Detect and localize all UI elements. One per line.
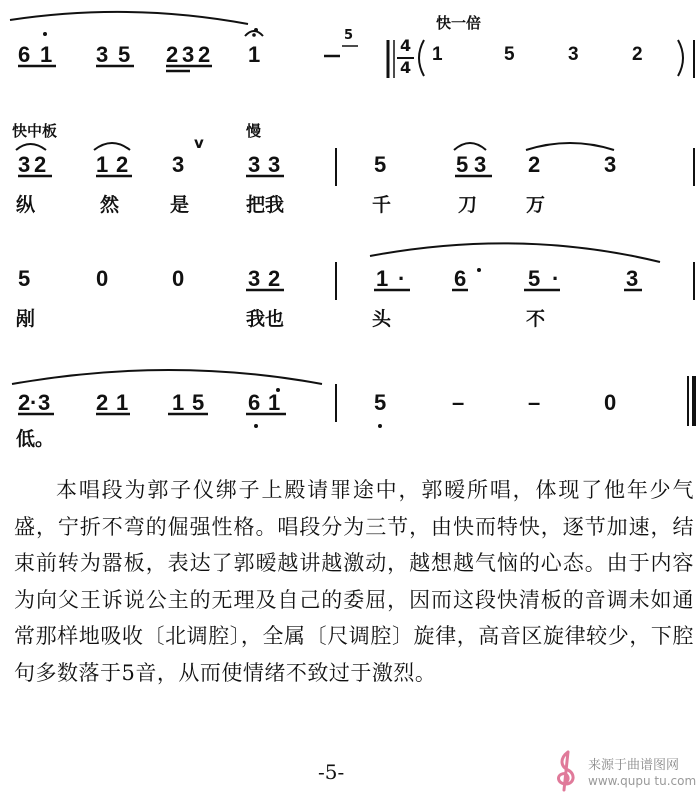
note: 5 bbox=[118, 42, 131, 67]
note: 3 bbox=[474, 152, 487, 177]
note: 5 bbox=[374, 390, 387, 415]
note: 1 bbox=[96, 152, 109, 177]
note: 3 bbox=[96, 42, 109, 67]
note: 2 bbox=[116, 152, 129, 177]
note: 1 bbox=[116, 390, 129, 415]
note: 3 bbox=[604, 152, 617, 177]
note: 3 bbox=[38, 390, 51, 415]
lyric: 把我 bbox=[246, 194, 285, 216]
lyric: 然 bbox=[100, 194, 120, 216]
page-number: -5- bbox=[318, 760, 345, 784]
intro-note: 1 bbox=[432, 44, 443, 65]
lyric: 我也 bbox=[246, 308, 285, 330]
lyric: 万 bbox=[526, 194, 546, 216]
note: 2 bbox=[34, 152, 47, 177]
watermark-site-name: 来源于曲谱图网 bbox=[588, 758, 680, 773]
note: 3 bbox=[248, 152, 261, 177]
note: 3 bbox=[626, 266, 639, 291]
note: 2 bbox=[268, 266, 281, 291]
description-paragraph bbox=[14, 472, 694, 691]
note: 2 bbox=[18, 390, 31, 415]
note: 1 bbox=[248, 42, 261, 67]
lyric: 刀 bbox=[458, 194, 478, 216]
note: 1 bbox=[172, 390, 185, 415]
note: 3 bbox=[268, 152, 281, 177]
note: 6 bbox=[454, 266, 467, 291]
watermark-url: www.qupu tu.com bbox=[588, 774, 697, 788]
note: 3 bbox=[182, 42, 195, 67]
note: 5 bbox=[456, 152, 469, 177]
note: 0 bbox=[96, 266, 109, 291]
breath-mark: v bbox=[194, 134, 204, 152]
note: 5 bbox=[528, 266, 541, 291]
note-dot: · bbox=[30, 390, 38, 415]
tempo-label-slow: 慢 bbox=[246, 122, 262, 140]
note: 0 bbox=[604, 390, 617, 415]
intro-note: 2 bbox=[632, 44, 643, 65]
note: 3 bbox=[248, 266, 261, 291]
intro-note: 3 bbox=[568, 44, 579, 65]
note: 0 bbox=[172, 266, 185, 291]
lyric: 剐 bbox=[16, 308, 36, 330]
sustain-dash: – bbox=[528, 390, 541, 415]
note: 3 bbox=[18, 152, 31, 177]
note: 2 bbox=[528, 152, 541, 177]
note: 3 bbox=[172, 152, 185, 177]
note: 6 bbox=[18, 42, 31, 67]
sustain-dash: – bbox=[452, 390, 465, 415]
time-signature-bottom: 4 bbox=[400, 58, 412, 77]
description-text: 本唱段为郭子仪绑子上殿请罪途中，郭暧所唱，体现了他年少气盛，宁折不弯的倔强性格。唱段分为三节，由快而特快，逐节加速，结束前转为嚣板，表达了郭暧越讲越激动，越想越气恼的心态。由于内容为向父王诉说公主的无理及自己的委屈，因而这段快清板的音调未如通常那样地吸收〔北调腔〕，全属〔尺调腔〕旋律，高音区旋律较少，下腔句多数落于5音，从而使情绪不致过于激烈。 bbox=[14, 478, 694, 685]
lyric: 不 bbox=[526, 308, 546, 330]
lyric: 千 bbox=[372, 194, 392, 216]
grace-note: 5 bbox=[344, 28, 354, 43]
lyric: 是 bbox=[170, 194, 190, 216]
note: 1 bbox=[268, 390, 281, 415]
note: 1 bbox=[40, 42, 53, 67]
lyric: 头 bbox=[372, 308, 392, 330]
treble-clef-icon bbox=[548, 748, 582, 792]
note: 6 bbox=[248, 390, 261, 415]
lyric: 纵 bbox=[16, 194, 36, 216]
note: 2 bbox=[198, 42, 211, 67]
tempo-label-fast-double: 快一倍 bbox=[436, 14, 482, 32]
note: 5 bbox=[192, 390, 205, 415]
note: 2 bbox=[166, 42, 179, 67]
note-dot: · bbox=[398, 266, 406, 291]
time-signature-top: 4 bbox=[400, 36, 412, 55]
note-dot: · bbox=[552, 266, 560, 291]
tempo-label-medium-fast: 快中板 bbox=[12, 122, 58, 140]
intro-note: 5 bbox=[504, 44, 515, 65]
lyric: 低。 bbox=[16, 428, 55, 450]
note: 5 bbox=[374, 152, 387, 177]
note: 5 bbox=[18, 266, 31, 291]
note: 1 bbox=[376, 266, 389, 291]
note: 2 bbox=[96, 390, 109, 415]
